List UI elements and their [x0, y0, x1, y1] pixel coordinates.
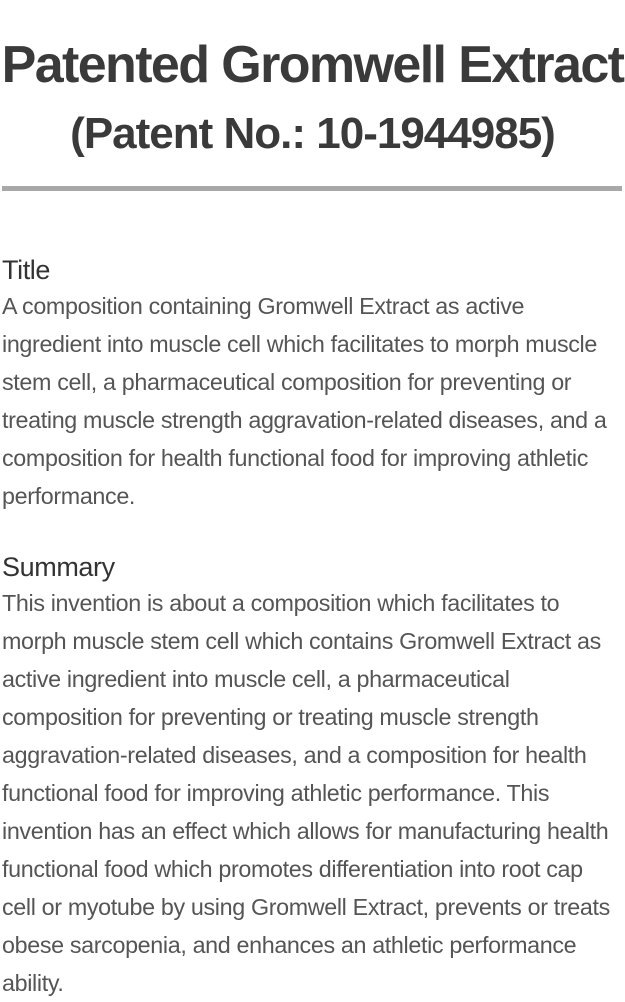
summary-section [2, 550, 622, 1002]
section-heading-summary: Summary [2, 552, 115, 582]
divider [2, 186, 622, 191]
title-section [2, 253, 622, 515]
page-title: Patented Gromwell Extract [1, 35, 624, 94]
section-text-summary: This invention is about a composition which facilitates to morph muscle stem cell which contains Gromwell Extract as active ingredient into muscle cell, a pharmaceutical composition for preventing or treating muscle strength aggravation-related diseases, and a composition for health functional food for improving athletic performance. This invention has an effect which allows for manufacturing health functional food which promotes differentiation into root cap cell or myotube by using Gromwell Extract, prevents or treats obese sarcopenia, and enhances an athletic performance ability. [2, 590, 610, 996]
section-text-title: A composition containing Gromwell Extract as active ingredient into muscle cell which facilitates to morph muscle stem cell, a pharmaceutical composition for preventing or treating muscle strength aggravation-related diseases, and a composition for health functional food for improving athletic performance. [2, 293, 607, 509]
section-heading-title: Title [2, 255, 51, 285]
patent-number: (Patent No.: 10-1944985) [70, 108, 555, 158]
